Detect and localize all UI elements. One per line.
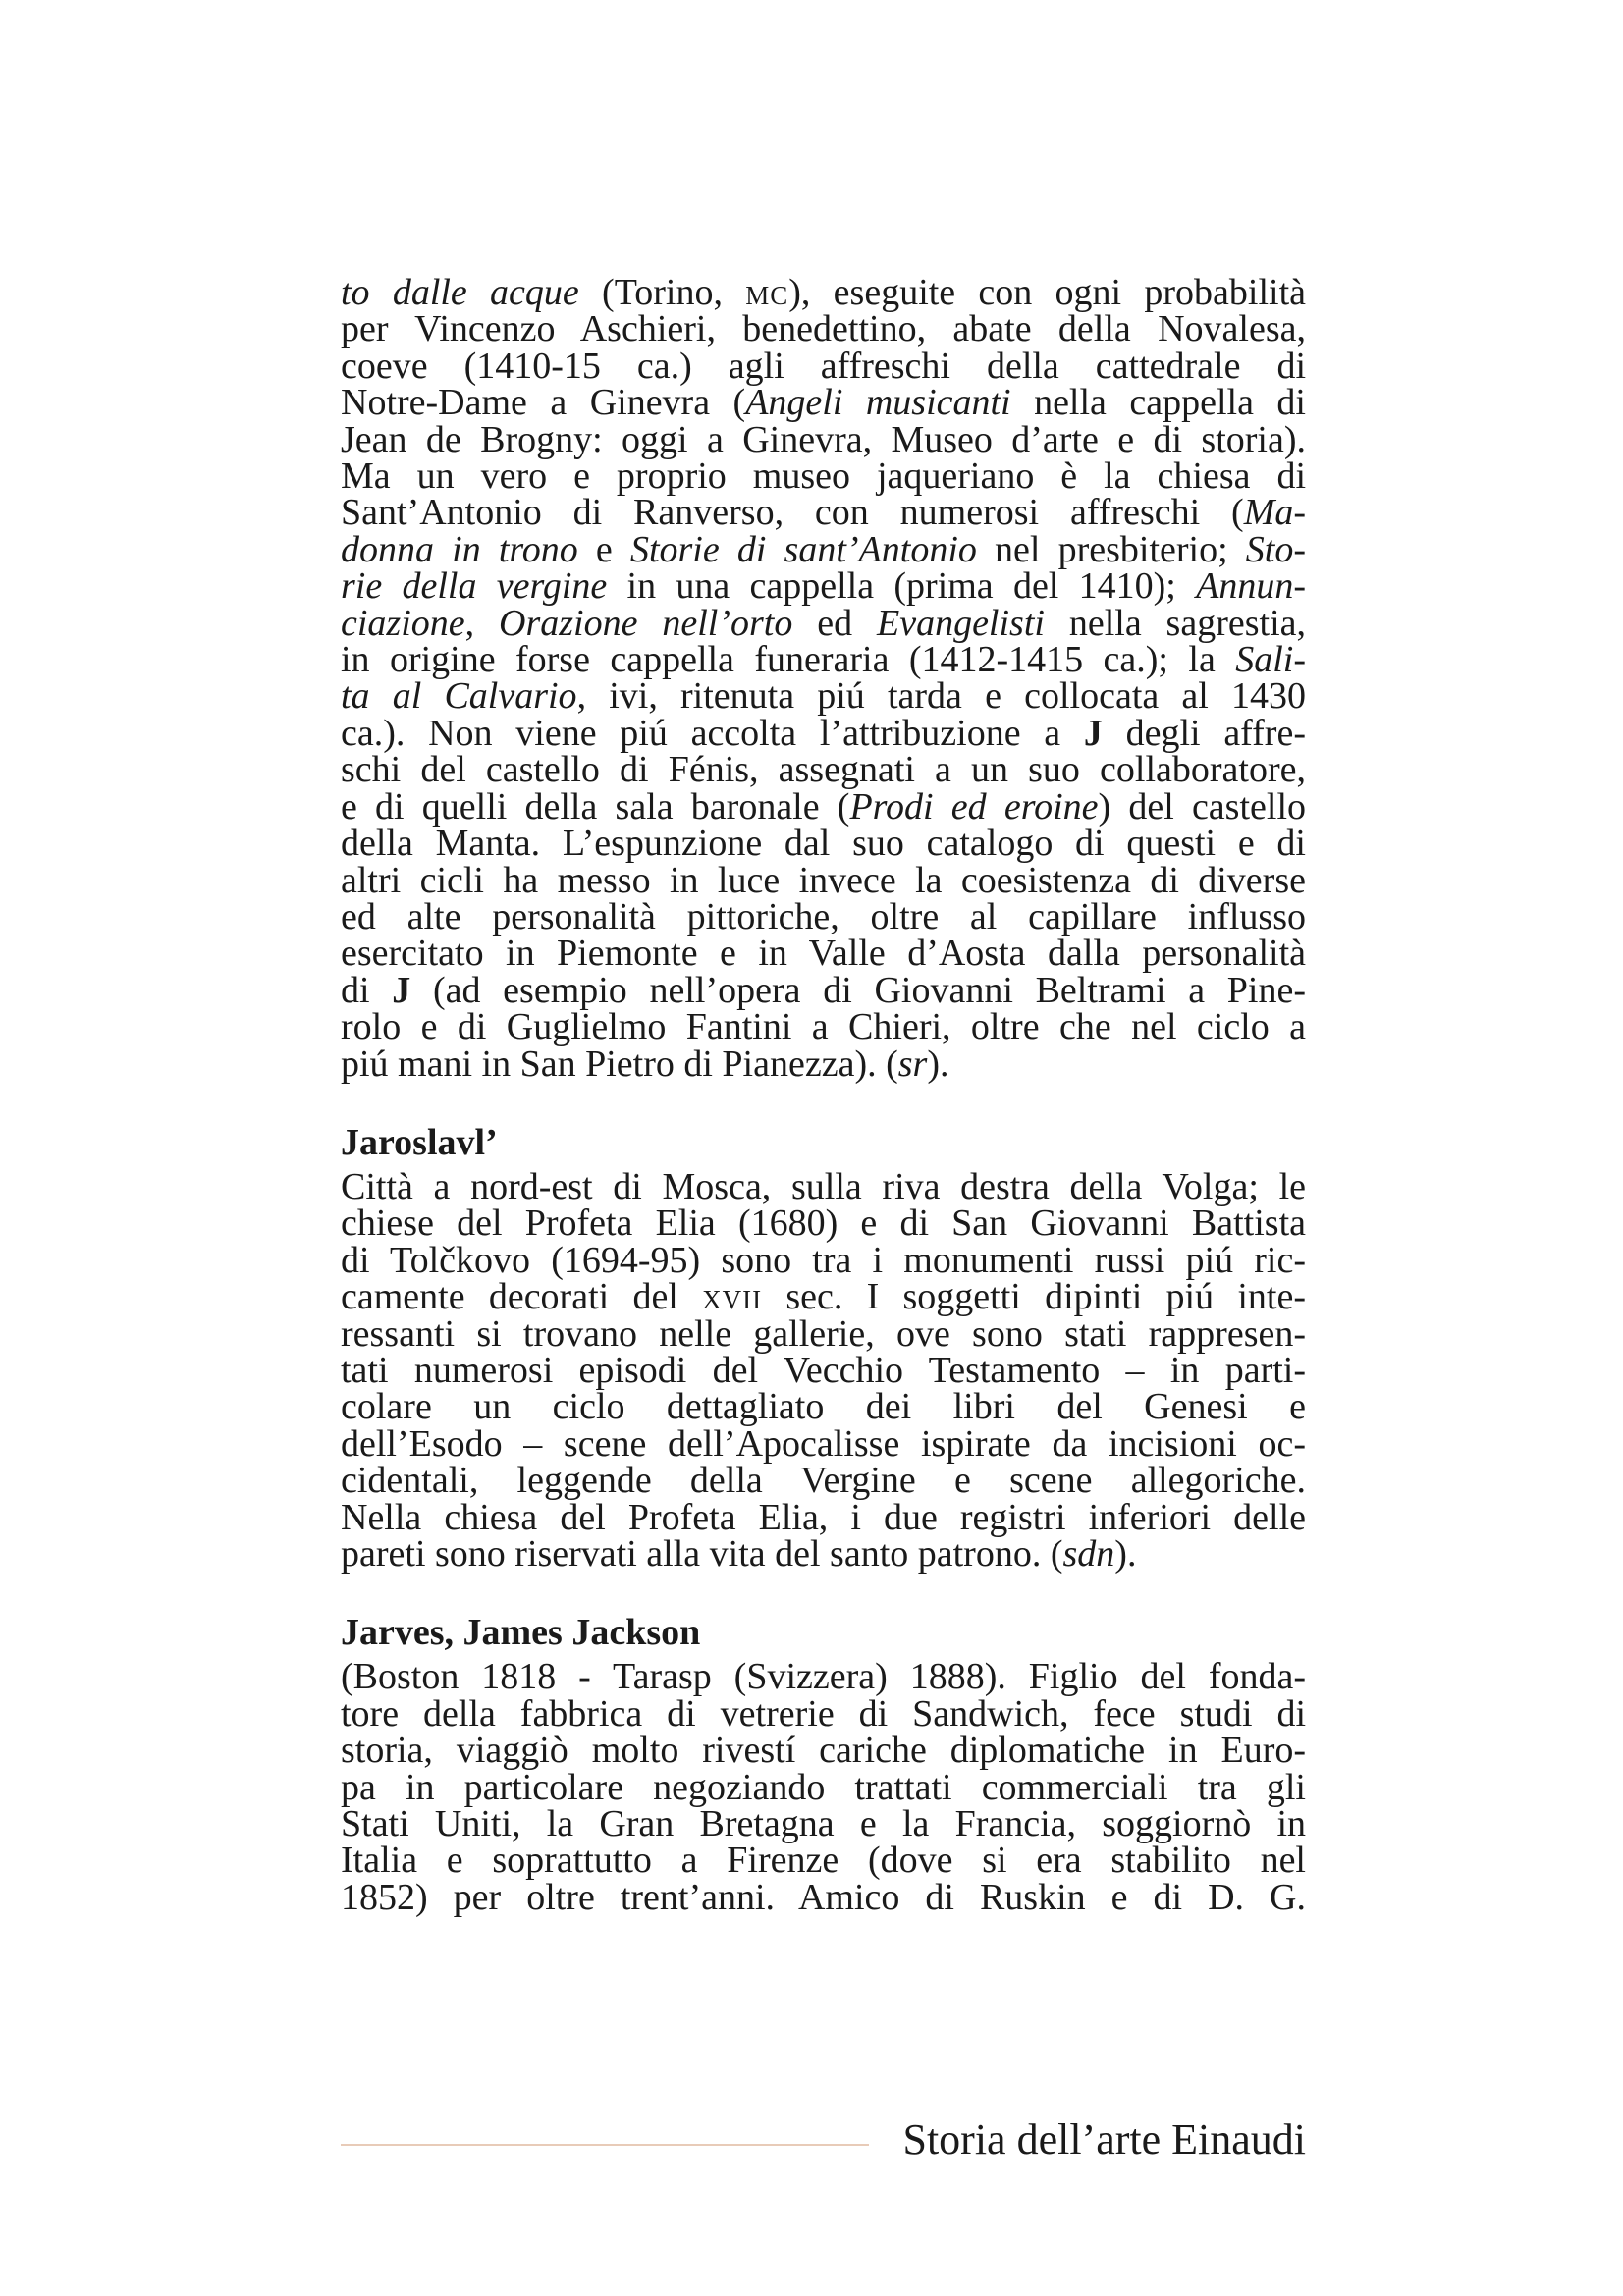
text-line: storia, viaggiò molto rivestí cariche diplomatiche in Euro- bbox=[341, 1730, 1306, 1772]
entry-text-jaroslavl bbox=[341, 1165, 1306, 1575]
text-line: piú mani in San Pietro di Pianezza). (sr). bbox=[341, 1042, 949, 1085]
text-line: Città a nord-est di Mosca, sulla riva destra della Volga; le bbox=[341, 1165, 1306, 1207]
text-line: ta al Calvario, ivi, ritenuta piú tarda e collocata al 1430 bbox=[341, 675, 1306, 718]
text-line: in origine forse cappella funeraria (1412-1415 ca.); la Sali- bbox=[341, 639, 1306, 681]
text-line: pareti sono riservati alla vita del santo patrono. (sdn). bbox=[341, 1533, 1137, 1575]
text-line: Nella chiesa del Profeta Elia, i due registri inferiori delle bbox=[341, 1496, 1306, 1538]
text-line: to dalle acque (Torino, mc), eseguite con ogni probabilità bbox=[341, 272, 1306, 313]
text-line: della Manta. L’espunzione dal suo catalogo di questi e di bbox=[341, 823, 1306, 865]
entry-heading-jarves: Jarves, James Jackson bbox=[341, 1612, 701, 1654]
text-line: camente decorati del xvii sec. I soggetti dipinti piú inte- bbox=[341, 1276, 1306, 1318]
text-line: colare un ciclo dettagliato dei libri del Genesi e bbox=[341, 1386, 1306, 1428]
text-line: esercitato in Piemonte e in Valle d’Aosta dalla personalità bbox=[341, 933, 1306, 975]
text-line: (Boston 1818 - Tarasp (Svizzera) 1888). Figlio del fonda- bbox=[341, 1656, 1306, 1698]
footer-rule bbox=[341, 2144, 869, 2146]
text-line: pa in particolare negoziando trattati commerciali tra gli bbox=[341, 1766, 1306, 1808]
text-line: schi del castello di Fénis, assegnati a un suo collaboratore, bbox=[341, 749, 1306, 791]
text-line: altri cicli ha messo in luce invece la coesistenza di diverse bbox=[341, 859, 1306, 901]
footer-title: Storia dell’arte Einaudi bbox=[902, 2115, 1306, 2163]
text-line: rolo e di Guglielmo Fantini a Chieri, oltre che nel ciclo a bbox=[341, 1006, 1306, 1048]
text-line: ciazione, Orazione nell’orto ed Evangelisti nella sagrestia, bbox=[341, 602, 1307, 644]
text-line: per Vincenzo Aschieri, benedettino, abate della Novalesa, bbox=[341, 308, 1306, 350]
text-line: Jean de Brogny: oggi a Ginevra, Museo d’arte e di storia). bbox=[341, 418, 1306, 460]
text-line: ca.). Non viene piú accolta l’attribuzione a J degli affre- bbox=[341, 712, 1306, 754]
text-line: Stati Uniti, la Gran Bretagna e la Francia, soggiornò in bbox=[341, 1803, 1306, 1845]
text-line: di Tolčkovo (1694-95) sono tra i monumenti russi piú ric- bbox=[341, 1239, 1306, 1281]
text-line: e di quelli della sala baronale (Prodi ed eroine) del castello bbox=[341, 785, 1307, 828]
page-footer bbox=[341, 2110, 1306, 2169]
text-line: coeve (1410-15 ca.) agli affreschi della cattedrale di bbox=[341, 345, 1306, 387]
text-line: donna in trono e Storie di sant’Antonio nel presbiterio; Sto- bbox=[341, 528, 1306, 570]
text-line: Sant’Antonio di Ranverso, con numerosi affreschi (Ma- bbox=[341, 492, 1306, 534]
text-line: chiese del Profeta Elia (1680) e di San Giovanni Battista bbox=[341, 1202, 1306, 1245]
text-line: ed alte personalità pittoriche, oltre al capillare influsso bbox=[341, 895, 1306, 937]
text-line: cidentali, leggende della Vergine e scene allegoriche. bbox=[341, 1460, 1306, 1502]
entry-continuation-text bbox=[341, 272, 1307, 1085]
text-line: Italia e soprattutto a Firenze (dove si era stabilito nel bbox=[341, 1840, 1306, 1882]
text-line: Notre-Dame a Ginevra (Angeli musicanti nella cappella di bbox=[341, 382, 1306, 424]
text-line: rie della vergine in una cappella (prima del 1410); Annun- bbox=[341, 565, 1306, 608]
text-line: tore della fabbrica di vetrerie di Sandwich, fece studi di bbox=[341, 1692, 1306, 1735]
text-line: Ma un vero e proprio museo jaqueriano è la chiesa di bbox=[341, 455, 1306, 498]
entry-text-jarves bbox=[341, 1656, 1306, 1918]
text-line: di J (ad esempio nell’opera di Giovanni Beltrami a Pine- bbox=[341, 969, 1307, 1011]
text-line: 1852) per oltre trent’anni. Amico di Ruskin e di D. G. bbox=[341, 1876, 1306, 1918]
text-line: tati numerosi episodi del Vecchio Testamento – in parti- bbox=[341, 1349, 1306, 1391]
page-body bbox=[341, 272, 1307, 1918]
text-line: dell’Esodo – scene dell’Apocalisse ispirate da incisioni oc- bbox=[341, 1422, 1306, 1465]
text-line: ressanti si trovano nelle gallerie, ove sono stati rappresen- bbox=[341, 1312, 1306, 1355]
entry-heading-jaroslavl: Jaroslavl’ bbox=[341, 1121, 498, 1163]
